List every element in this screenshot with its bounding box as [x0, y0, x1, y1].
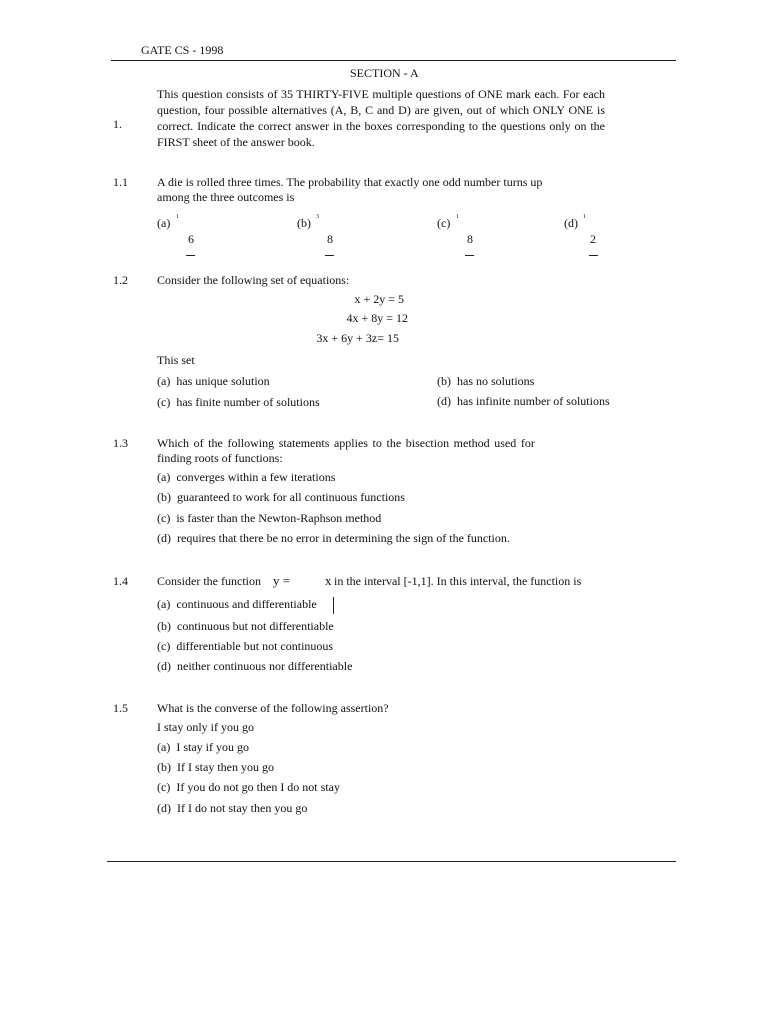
option-text: I stay if you go: [176, 740, 249, 754]
fraction-bar: [465, 255, 474, 256]
question-text-line: A die is rolled three times. The probability that exactly one odd number turns up: [157, 175, 543, 189]
intro-text: This question consists of 35 THIRTY-FIVE multiple questions of ONE mark each. For each question, four possible alternatives (A, B, C and D) are given, out of which ONLY ONE is correct. Indicate the correct answer in the boxes corresponding to the questions only on the FIRST sheet of the answer book.: [157, 87, 605, 149]
fraction-numerator: 3: [316, 214, 319, 220]
absolute-value-bar: [333, 597, 334, 614]
question-text-line: Which of the following statements applies to the bisection method used for: [157, 436, 535, 450]
footer-rule: [107, 861, 676, 862]
option-label: (c): [157, 511, 171, 525]
assertion-text: I stay only if you go: [157, 720, 254, 734]
option-label: (d): [437, 394, 451, 408]
option-d: [437, 394, 610, 409]
option-label: (d): [157, 659, 171, 673]
option-c: [157, 511, 381, 526]
option-text: converges within a few iterations: [176, 470, 336, 484]
question-text-line: among the three outcomes is: [157, 190, 295, 204]
fraction-bar: [589, 255, 598, 256]
option-text: If I stay then you go: [177, 760, 274, 774]
option-label: (c): [157, 395, 171, 409]
question-text-line: finding roots of functions:: [157, 451, 283, 465]
fraction-denominator: 8: [327, 232, 333, 246]
option-text: has no solutions: [457, 374, 535, 388]
option-label: (b): [297, 216, 311, 230]
option-label: (c): [157, 639, 171, 653]
option-label: (c): [437, 216, 451, 230]
option-text: has finite number of solutions: [176, 395, 320, 409]
option-text: guaranteed to work for all continuous functions: [177, 490, 405, 504]
option-b: [437, 374, 534, 389]
option-a: [157, 740, 249, 755]
option-d: [157, 531, 510, 546]
option-b: [157, 760, 274, 775]
function-y: y =: [273, 573, 291, 588]
option-label: (d): [564, 216, 578, 230]
option-label: (b): [157, 619, 171, 633]
question-number: 1.2: [113, 273, 128, 287]
function-x: x: [325, 573, 332, 588]
option-text: continuous and differentiable: [176, 597, 317, 611]
question-number: 1.5: [113, 701, 128, 715]
question-text-line: Consider the function: [157, 574, 261, 588]
question-number: 1.3: [113, 436, 128, 450]
option-text: has unique solution: [176, 374, 270, 388]
option-text: If I do not stay then you go: [177, 801, 308, 815]
header-rule: [111, 60, 676, 61]
option-label: (a): [157, 374, 171, 388]
question-number: 1.4: [113, 574, 128, 588]
option-label: (a): [157, 470, 171, 484]
fraction-numerator: 1: [456, 214, 459, 220]
option-label: (d): [157, 531, 171, 545]
option-label: (b): [157, 490, 171, 504]
equation-line: 4x + 8y = 12: [346, 311, 408, 325]
option-a: [157, 374, 270, 389]
option-label: (b): [157, 760, 171, 774]
document-header-title: GATE CS - 1998: [141, 43, 224, 57]
question-text-line: What is the converse of the following assertion?: [157, 701, 389, 715]
option-text: is faster than the Newton-Raphson method: [176, 511, 382, 525]
option-label: (c): [157, 780, 171, 794]
option-text: differentiable but not continuous: [176, 639, 334, 653]
option-label: (a): [157, 740, 171, 754]
option-d: [157, 801, 307, 816]
option-text: has infinite number of solutions: [457, 394, 610, 408]
option-label: (a): [157, 597, 171, 611]
equation-line: 3x + 6y + 3z= 15: [316, 331, 399, 345]
option-d: [157, 659, 352, 674]
option-b: [157, 490, 405, 505]
option-label: (a): [157, 216, 171, 230]
option-text: continuous but not differentiable: [177, 619, 334, 633]
option-c: [157, 395, 320, 410]
question-text-line: This set: [157, 353, 195, 367]
fraction-bar: [186, 255, 195, 256]
question-text-line: Consider the following set of equations:: [157, 273, 350, 287]
option-text: If you do not go then I do not stay: [176, 780, 340, 794]
option-label: (b): [437, 374, 451, 388]
fraction-denominator: 6: [188, 232, 194, 246]
option-a: [157, 597, 317, 612]
section-title: SECTION - A: [350, 66, 419, 80]
option-b: [157, 619, 334, 634]
question-text-line: in the interval [-1,1]. In this interval, the function is: [334, 574, 582, 588]
option-c: [157, 639, 333, 654]
fraction-numerator: 1: [176, 214, 179, 220]
intro-number: 1.: [113, 117, 122, 131]
fraction-denominator: 8: [467, 232, 473, 246]
option-label: (d): [157, 801, 171, 815]
option-a: [157, 470, 335, 485]
option-text: neither continuous nor differentiable: [177, 659, 353, 673]
option-text: requires that there be no error in determining the sign of the function.: [177, 531, 510, 545]
fraction-numerator: 1: [583, 214, 586, 220]
option-c: [157, 780, 340, 795]
equation-line: x + 2y = 5: [354, 292, 404, 306]
fraction-denominator: 2: [590, 232, 596, 246]
fraction-bar: [325, 255, 334, 256]
question-number: 1.1: [113, 175, 128, 189]
